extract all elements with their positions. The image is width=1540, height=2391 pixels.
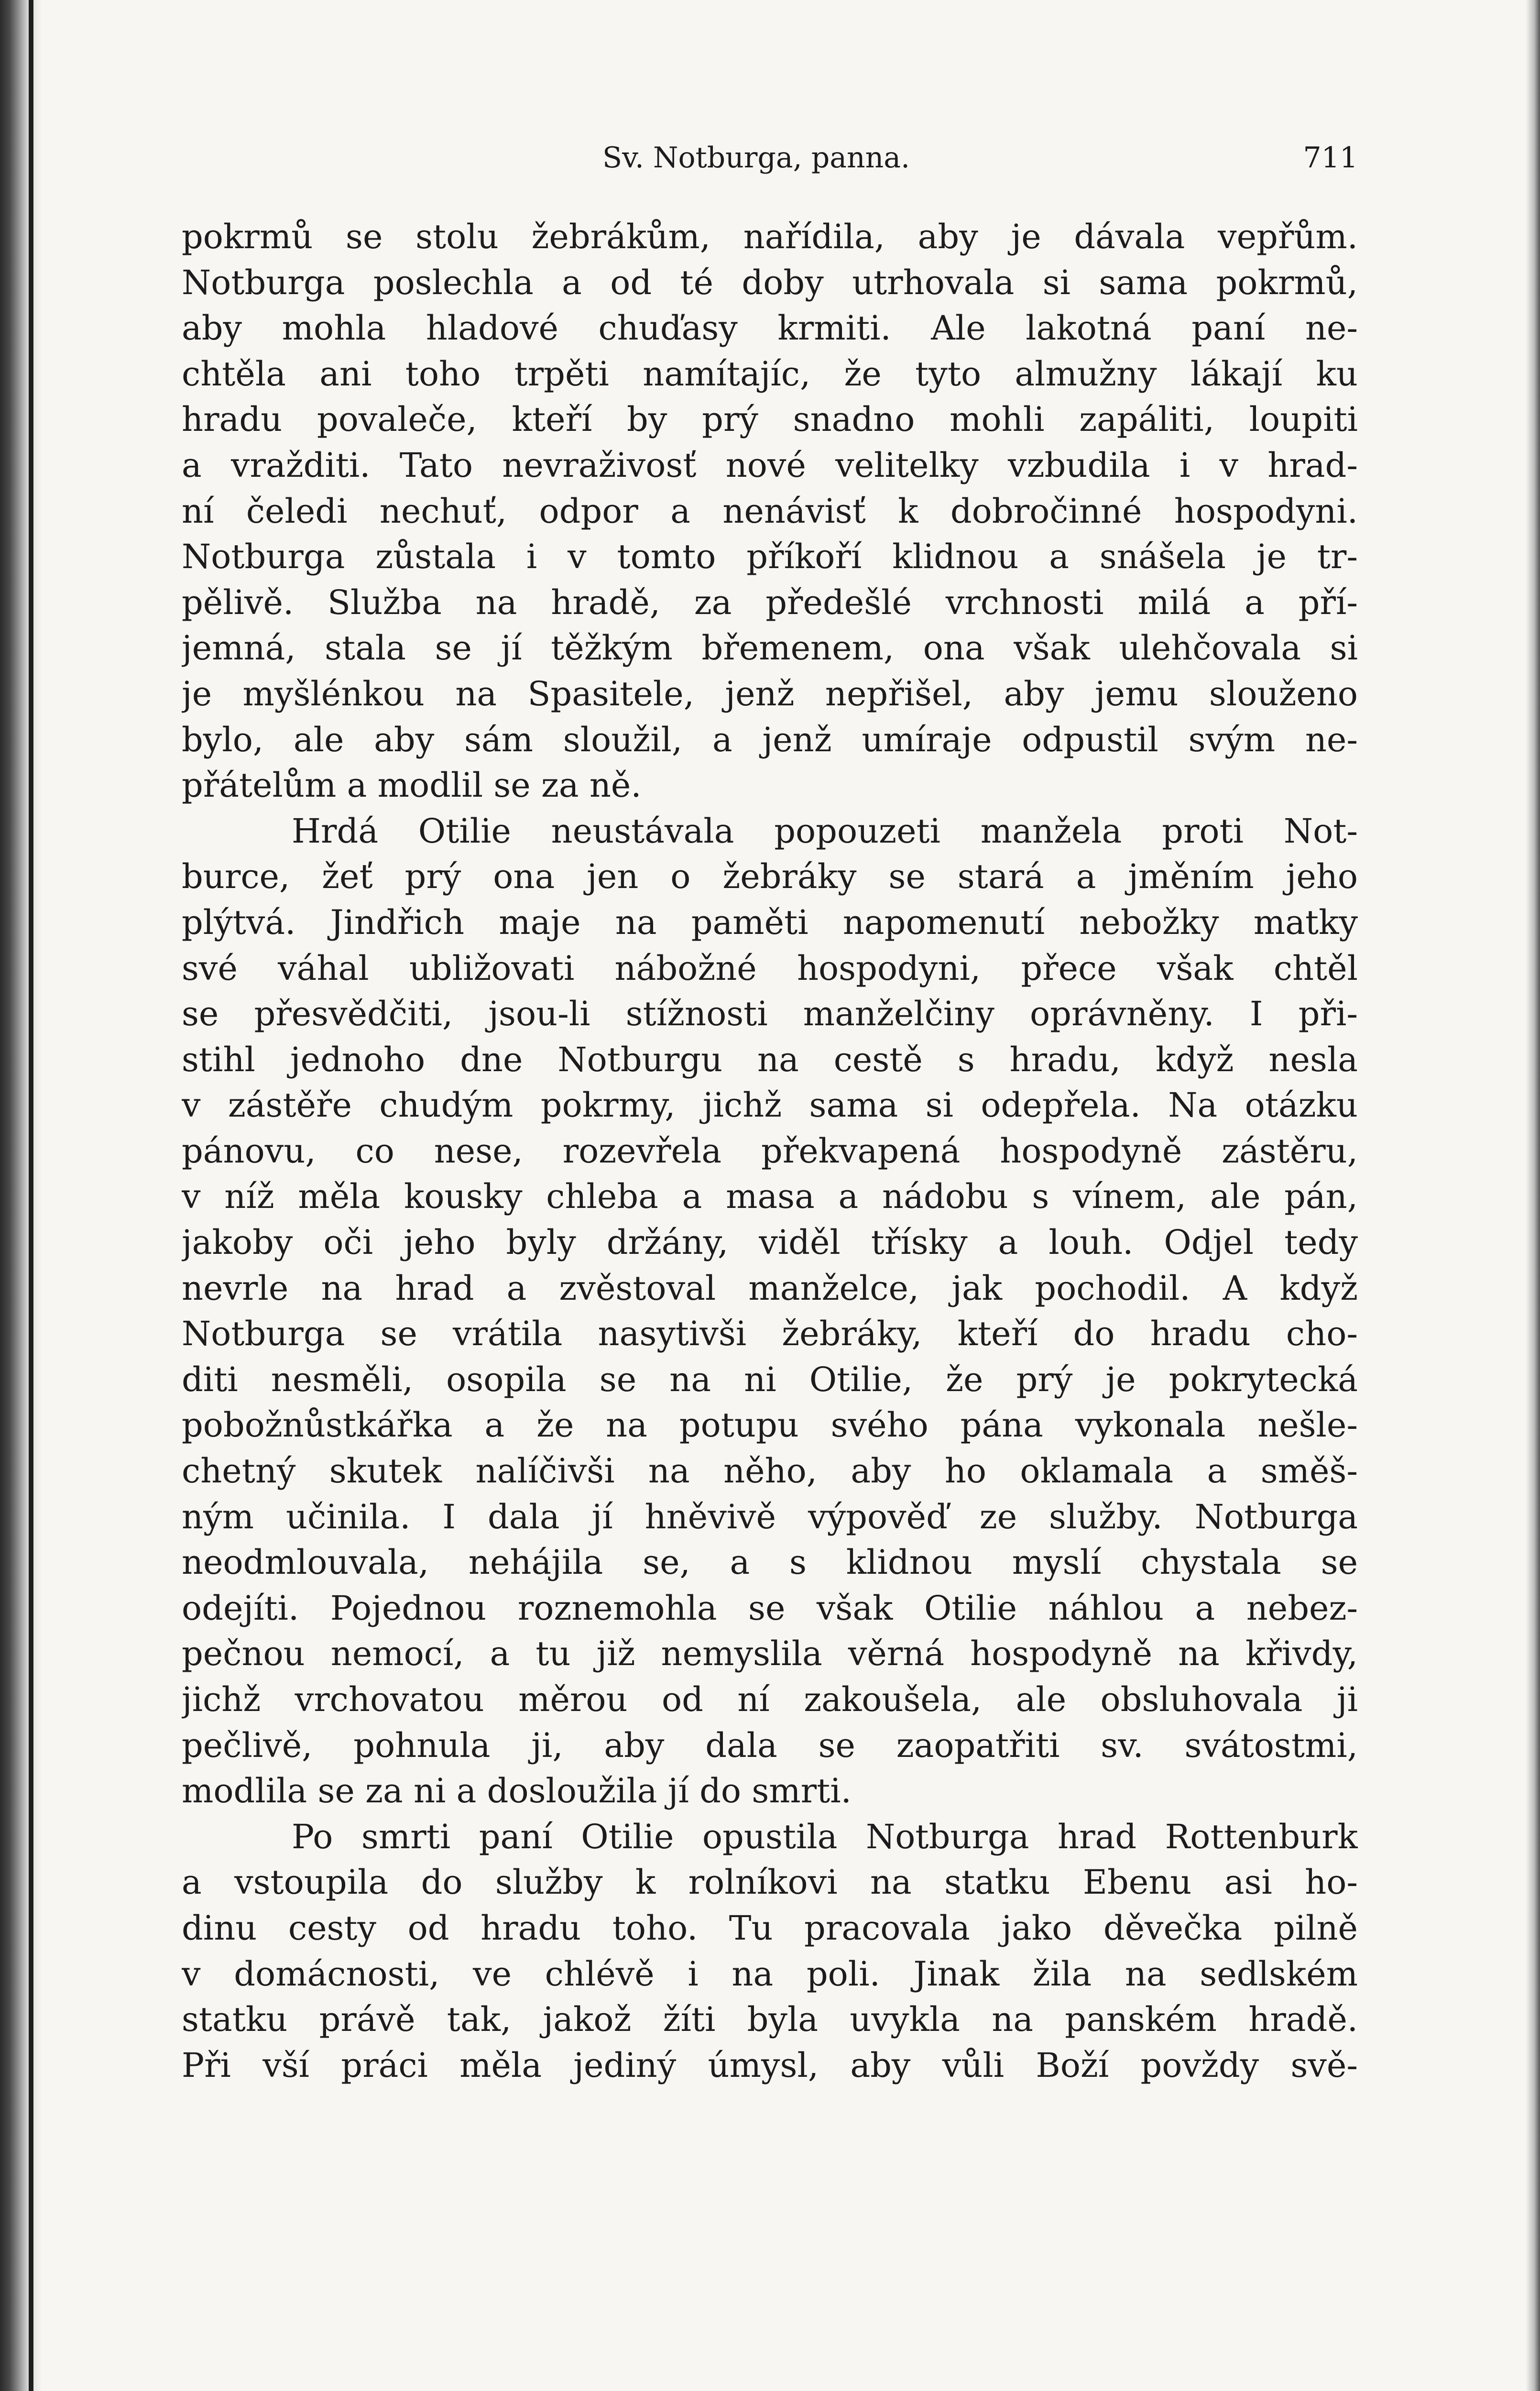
text-line: v domácnosti, ve chlévě i na poli. Jinak žila na sedlském	[182, 1954, 1358, 1994]
text-line: Notburga poslechla a od té doby utrhovala si sama pokrmů,	[182, 263, 1358, 302]
paragraph-3	[182, 1814, 1358, 2089]
text-line: Notburga se vrátila nasytivši žebráky, kteří do hradu cho-	[182, 1314, 1358, 1354]
text-line: pělivě. Služba na hradě, za předešlé vrchnosti milá a pří-	[182, 582, 1358, 622]
text-line: Po smrti paní Otilie opustila Notburga hrad Rottenburk	[292, 1817, 1358, 1856]
text-line: ní čeledi nechuť, odpor a nenávisť k dobročinné hospodyni.	[182, 491, 1358, 531]
text-line: chetný skutek nalíčivši na něho, aby ho oklamala a směš-	[182, 1451, 1358, 1491]
text-line: v zástěře chudým pokrmy, jichž sama si odepřela. Na otázku	[182, 1086, 1358, 1125]
text-line: statku právě tak, jakož žíti byla uvykla na panském hradě.	[182, 2000, 1358, 2040]
text-line: odejíti. Pojednou roznemohla se však Otilie náhlou a nebez-	[182, 1588, 1358, 1628]
text-line: a vražditi. Tato nevraživosť nové velitelky vzbudila i v hrad-	[182, 445, 1358, 485]
text-line: hradu povaleče, kteří by prý snadno mohli zapáliti, loupiti	[182, 400, 1358, 439]
page-edge-shadow	[1526, 0, 1540, 2391]
text-line: diti nesměli, osopila se na ni Otilie, že prý je pokrytecká	[182, 1360, 1358, 1399]
text-line: pánovu, co nese, rozevřela překvapená hospodyně zástěru,	[182, 1131, 1358, 1171]
paragraph-2	[182, 809, 1358, 1814]
text-line: jakoby oči jeho byly držány, viděl třísky a louh. Odjel tedy	[182, 1223, 1358, 1262]
text-line: bylo, ale aby sám sloužil, a jenž umíraje odpustil svým ne-	[182, 720, 1358, 759]
text-line: modlila se za ni a dosloužila jí do smrti.	[182, 1771, 852, 1811]
running-head	[182, 139, 1358, 177]
text-line: pokrmů se stolu žebrákům, nařídila, aby je dávala vepřům.	[182, 217, 1358, 256]
text-line: neodmlouvala, nehájila se, a s klidnou myslí chystala se	[182, 1543, 1358, 1582]
text-line: přátelům a modlil se za ně.	[182, 766, 642, 805]
text-line: jemná, stala se jí těžkým břemenem, ona však ulehčovala si	[182, 628, 1358, 668]
text-line: aby mohla hladové chuďasy krmiti. Ale lakotná paní ne-	[182, 308, 1358, 348]
text-line: Hrdá Otilie neustávala popouzeti manžela proti Not-	[292, 811, 1358, 851]
text-line: a vstoupila do služby k rolníkovi na statku Ebenu asi ho-	[182, 1863, 1358, 1902]
text-line: se přesvědčiti, jsou-li stížnosti manželčiny oprávněny. I při-	[182, 994, 1358, 1034]
text-line: dinu cesty od hradu toho. Tu pracovala jako děvečka pilně	[182, 1908, 1358, 1948]
book-binding-shadow	[0, 0, 42, 2391]
text-line: plýtvá. Jindřich maje na paměti napomenutí nebožky matky	[182, 902, 1358, 942]
binding-line	[29, 0, 33, 2391]
text-line: v níž měla kousky chleba a masa a nádobu s vínem, ale pán,	[182, 1177, 1358, 1217]
running-head-title: Sv. Notburga, panna.	[602, 141, 910, 175]
body-text	[182, 214, 1358, 2088]
text-line: jichž vrchovatou měrou od ní zakoušela, ale obsluhovala ji	[182, 1680, 1358, 1719]
paragraph-1	[182, 214, 1358, 809]
text-line: pobožnůstkářka a že na potupu svého pána vykonala nešle-	[182, 1405, 1358, 1445]
text-line: pečnou nemocí, a tu již nemyslila věrná hospodyně na křivdy,	[182, 1634, 1358, 1674]
text-line: pečlivě, pohnula ji, aby dala se zaopatřiti sv. svátostmi,	[182, 1725, 1358, 1765]
text-line: Při vší práci měla jediný úmysl, aby vůli Boží povždy svě-	[182, 2045, 1358, 2085]
text-line: chtěla ani toho trpěti namítajíc, že tyto almužny lákají ku	[182, 354, 1358, 394]
text-line: ným učinila. I dala jí hněvivě výpověď ze služby. Notburga	[182, 1497, 1358, 1536]
text-line: nevrle na hrad a zvěstoval manželce, jak pochodil. A když	[182, 1268, 1358, 1308]
text-line: burce, žeť prý ona jen o žebráky se stará a jměním jeho	[182, 857, 1358, 897]
text-line: své váhal ubližovati nábožné hospodyni, přece však chtěl	[182, 948, 1358, 988]
text-line: je myšlénkou na Spasitele, jenž nepřišel, aby jemu slouženo	[182, 674, 1358, 713]
page-number: 711	[1303, 141, 1358, 175]
text-line: stihl jednoho dne Notburgu na cestě s hradu, když nesla	[182, 1040, 1358, 1079]
text-line: Notburga zůstala i v tomto příkoří klidnou a snášela je tr-	[182, 537, 1358, 577]
